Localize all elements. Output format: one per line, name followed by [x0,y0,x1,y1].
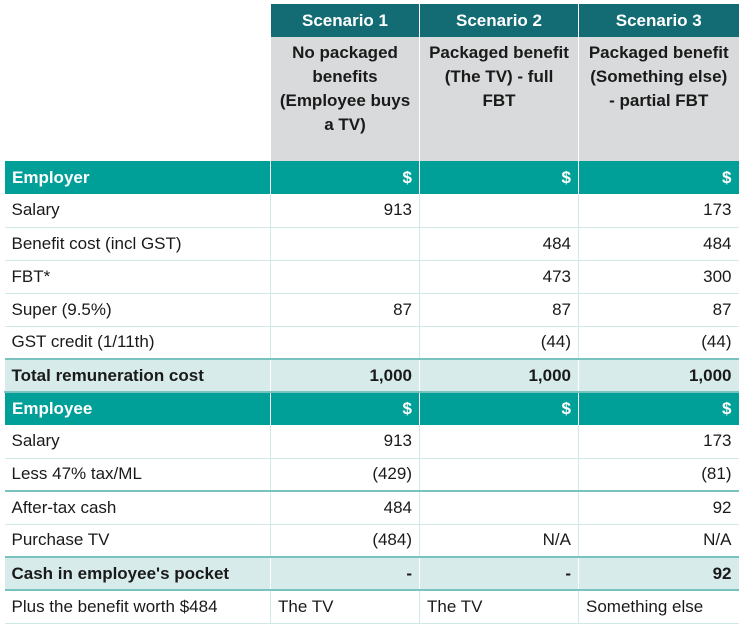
cell-value: 484 [420,227,579,260]
cell-value: (44) [420,326,579,359]
cell-value: 173 [579,425,739,458]
cell-value: (429) [271,458,420,491]
cell-value: 484 [271,491,420,524]
total-value: - [271,557,420,590]
total-value: - [420,557,579,590]
cell-value: 87 [271,293,420,326]
cell-value: 300 [579,260,739,293]
row-label: GST credit (1/11th) [5,326,271,359]
total-value: 1,000 [271,359,420,392]
employee-row-tax [5,458,739,491]
employer-row-fbt [5,260,739,293]
row-label: Salary [5,425,271,458]
cell-value [271,227,420,260]
cell-value: 913 [271,194,420,227]
cell-value: 87 [579,293,739,326]
employee-total-row [5,557,739,590]
currency-label: $ [579,392,739,425]
total-label: Total remuneration cost [5,359,271,392]
currency-label: $ [420,161,579,194]
scenario-2-description: Packaged benefit (The TV) - full FBT [420,37,579,161]
cell-value: 87 [420,293,579,326]
employee-row-benefit [5,590,739,623]
scenario-1-description: No packaged benefits (Employee buys a TV) [271,37,420,161]
employee-section-label: Employee [5,392,271,425]
description-blank-cell [5,37,271,161]
employer-section-label: Employer [5,161,271,194]
total-label: Cash in employee's pocket [5,557,271,590]
total-value: 1,000 [420,359,579,392]
row-label: Benefit cost (incl GST) [5,227,271,260]
total-value: 92 [579,557,739,590]
cell-value [420,425,579,458]
row-label: Super (9.5%) [5,293,271,326]
row-label: After-tax cash [5,491,271,524]
employee-row-purchase-tv [5,524,739,557]
scenario-1-header: Scenario 1 [271,4,420,37]
row-label: Plus the benefit worth $484 [5,590,271,623]
employee-row-after-tax-cash [5,491,739,524]
row-label: Purchase TV [5,524,271,557]
employer-row-super [5,293,739,326]
cell-value: N/A [579,524,739,557]
scenario-3-header: Scenario 3 [579,4,739,37]
employee-section-header [5,392,739,425]
cell-value [271,326,420,359]
scenario-header-row [5,4,739,37]
cell-value: (44) [579,326,739,359]
cell-value: 173 [579,194,739,227]
employer-row-benefit-cost [5,227,739,260]
currency-label: $ [271,392,420,425]
row-label: Salary [5,194,271,227]
row-label: FBT* [5,260,271,293]
employer-total-row [5,359,739,392]
scenario-3-description: Packaged benefit (Something else) - partial FBT [579,37,739,161]
cell-value: 473 [420,260,579,293]
currency-label: $ [420,392,579,425]
cell-value: 484 [579,227,739,260]
employer-row-salary [5,194,739,227]
total-value: 1,000 [579,359,739,392]
row-label: Less 47% tax/ML [5,458,271,491]
cell-value [420,458,579,491]
cell-value [420,194,579,227]
employee-row-salary [5,425,739,458]
cell-value: The TV [420,590,579,623]
cell-value: 913 [271,425,420,458]
currency-label: $ [271,161,420,194]
cell-value: (484) [271,524,420,557]
cell-value: The TV [271,590,420,623]
currency-label: $ [579,161,739,194]
cell-value [420,491,579,524]
cell-value: 92 [579,491,739,524]
scenario-description-row [5,37,739,161]
cell-value: N/A [420,524,579,557]
employer-row-gst-credit [5,326,739,359]
cell-value [271,260,420,293]
fbt-comparison-table [4,4,739,624]
cell-value: Something else [579,590,739,623]
cell-value: (81) [579,458,739,491]
header-blank-cell [5,4,271,37]
scenario-2-header: Scenario 2 [420,4,579,37]
employer-section-header [5,161,739,194]
